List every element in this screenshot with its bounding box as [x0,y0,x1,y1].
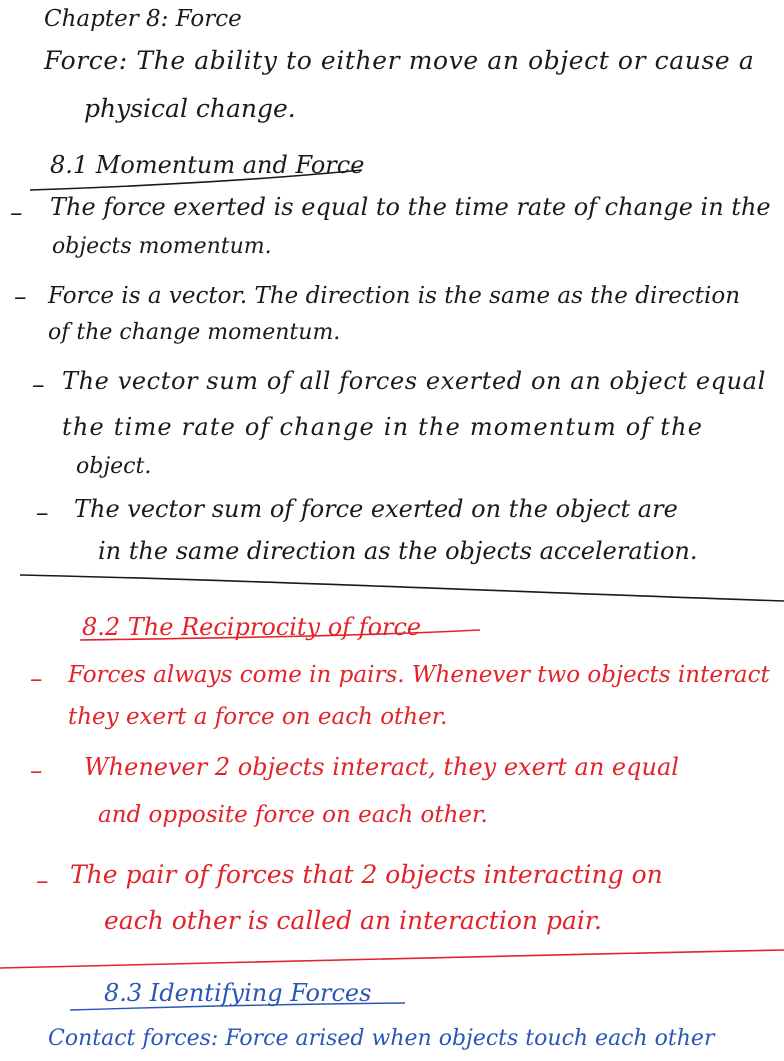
s81-bullet-2-line-2: of the change momentum. [48,320,341,345]
bullet-dash: – [36,498,49,527]
s81-bullet-3-line-2: the time rate of change in the momentum of the [62,413,704,441]
s81-bullet-2-line-1: Force is a vector. The direction is the same as the direction [48,283,741,309]
s82-bullet-3-line-2: each other is called an interaction pair. [104,906,602,935]
bullet-dash: – [14,282,27,311]
section-8-3-heading: 8.3 Identifying Forces [104,979,372,1007]
contact-forces-line-1: Contact forces: Force arised when objects touch each other [48,1026,715,1051]
bullet-dash: – [32,370,45,399]
section-divider-2 [0,950,784,968]
s81-bullet-3-line-3: object. [76,454,152,479]
s81-bullet-4-line-2: in the same direction as the objects acceleration. [98,537,698,565]
section-8-1-heading: 8.1 Momentum and Force [50,151,365,179]
s81-bullet-1-line-2: objects momentum. [52,234,272,259]
section-divider-1 [20,575,784,601]
bullet-dash: – [36,866,49,895]
force-definition-line-2: physical change. [84,94,296,123]
section-8-2-heading: 8.2 The Reciprocity of force [82,613,422,641]
s81-bullet-1-line-1: The force exerted is equal to the time rate of change in the [50,193,771,221]
chapter-title: Chapter 8: Force [44,6,242,32]
bullet-dash: – [30,664,43,693]
s82-bullet-2-line-2: and opposite force on each other. [98,802,488,828]
s82-bullet-1-line-1: Forces always come in pairs. Whenever two objects interact [68,662,770,688]
s82-bullet-1-line-2: they exert a force on each other. [68,704,448,730]
s81-bullet-3-line-1: The vector sum of all forces exerted on an object equal [62,367,766,395]
s82-bullet-2-line-1: Whenever 2 objects interact, they exert an equal [84,753,679,781]
s82-bullet-3-line-1: The pair of forces that 2 objects interacting on [70,860,663,889]
s81-bullet-4-line-1: The vector sum of force exerted on the object are [74,495,678,523]
force-definition-line-1: Force: The ability to either move an object or cause a [44,46,755,75]
bullet-dash: – [10,198,23,227]
bullet-dash: – [30,756,43,785]
